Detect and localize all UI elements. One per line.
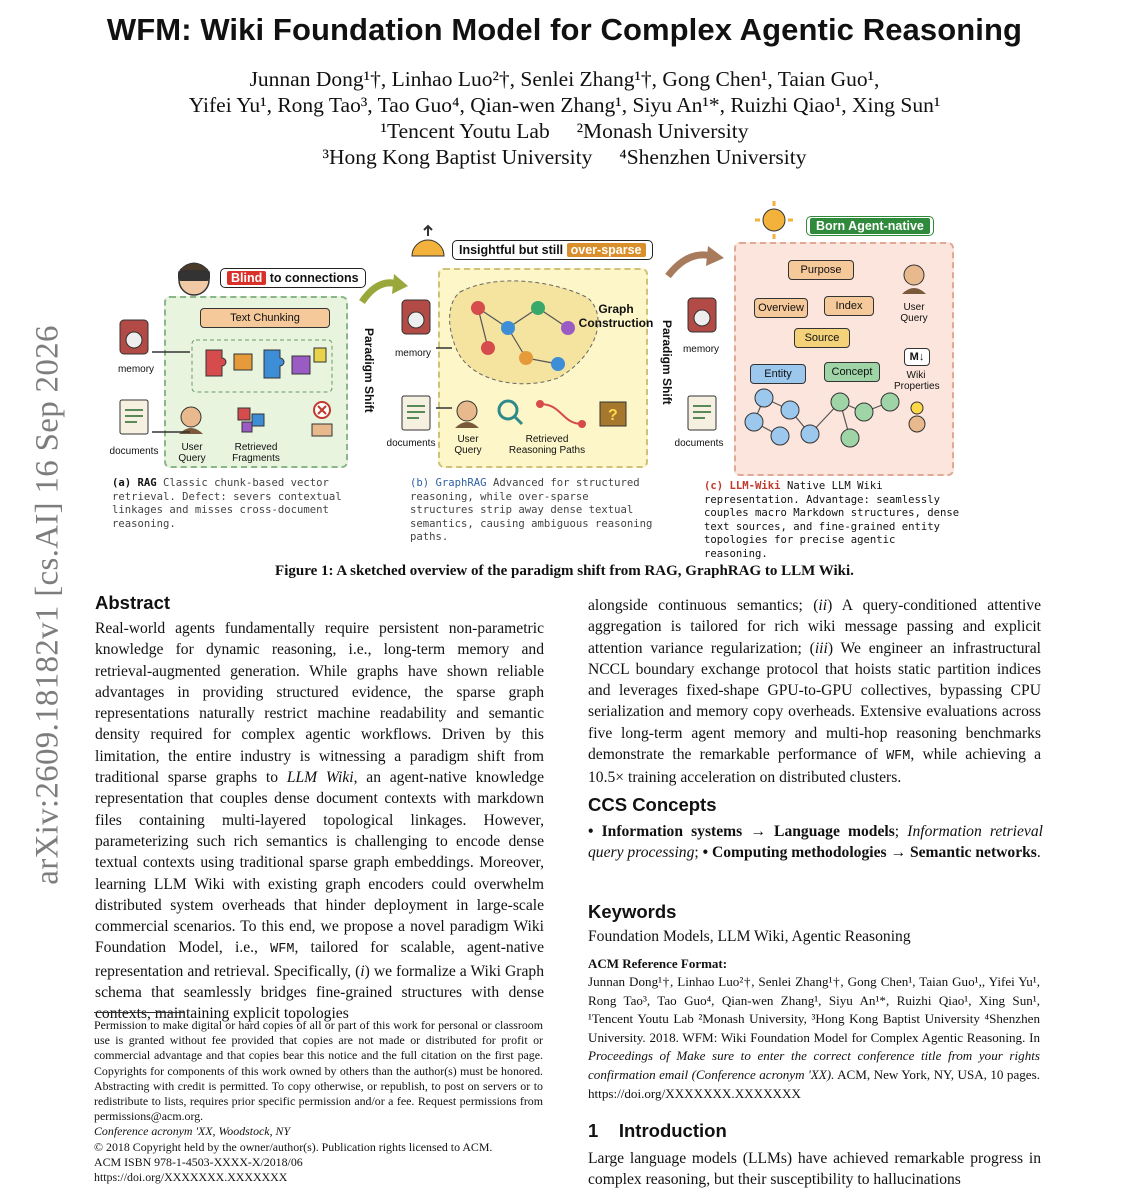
fragments-icon (234, 402, 270, 436)
paradigm-shift-label-2: Paradigm Shift (660, 320, 674, 405)
footnote-doi-link[interactable]: https://doi.org/XXXXXXX.XXXXXXX (94, 1170, 288, 1185)
svg-text:?: ? (608, 407, 618, 424)
acm-reference-text: Junnan Dong¹†, Linhao Luo²†, Senlei Zhang¹†, Gong Chen¹, Taian Guo¹,, Yifei Yu¹, Rong Tao³, Tao Guo⁴, Qian-wen Zhang¹, Siyu An¹*, Ruizhi Qiao¹, Xing Sun¹, ¹Tencent Youtu Lab ²Monash University, ³Hong Kong Baptist University ⁴Shenzhen University. 2018. WFM: Wiki Foundation Model for Complex Agentic Reasoning. In Proceedings of Make sure to enter the correct conference title from your rights confirmation email (Conference acronym 'XX). ACM, New York, NY, USA, 10 pages. https://doi.org/XXXXXXX.XXXXXXX (588, 974, 1040, 1101)
figure-caption: Figure 1: A sketched overview of the paradigm shift from RAG, GraphRAG to LLM Wiki. (275, 563, 854, 579)
memory-label-b: memory (394, 348, 432, 359)
memory-label-c: memory (682, 344, 720, 355)
memory-icon (398, 298, 434, 338)
wiki-properties-label: Wiki Properties (894, 370, 940, 392)
index-box: Index (824, 296, 874, 316)
memory-icon (684, 296, 720, 336)
caption-llm-wiki: (c) LLM-Wiki Native LLM Wiki representation. Advantage: seamlessly couples macro Markdown structures, dense text sources, and fine-grained entity topologies for precise agentic reasoning. (704, 480, 960, 560)
error-hand-icon (304, 400, 340, 440)
purpose-box: Purpose (788, 260, 854, 280)
keywords-text: Foundation Models, LLM Wiki, Agentic Reasoning (588, 928, 911, 945)
documents-label-a: documents (109, 446, 159, 457)
markdown-icon: M↓ (904, 348, 930, 366)
vr-user-icon (170, 252, 218, 300)
memory-label-a: memory (117, 364, 155, 375)
author-block (0, 66, 1129, 170)
abstract-continuation: alongside continuous semantics; (ii) A query-conditioned attentive aggregation is tailored for rich wiki message passing and explicit attention variance regularization; (iii) We engineer an infrastructural NCCL boundary exchange protocol that hoists static partition indices and leverages fixed-shape GPU-to-GPU collectives, bypassing CPU serialization and memory copy overheads. Extensive evaluations across five long-term agent memory and multi-hop reasoning benchmarks demonstrate the remarkable performance of WFM, while achieving a 10.5× training acceleration on distributed clusters. (588, 597, 1041, 787)
caption-graphrag: (b) GraphRAG Advanced for structured reasoning, while over-sparse structures strip away dense textual semantics, causing ambiguous reasoning paths. (410, 477, 653, 543)
documents-icon (116, 398, 152, 438)
user-icon (452, 398, 482, 428)
user-query-label-b: User Query (454, 434, 482, 456)
figure-1 (108, 198, 1028, 560)
author-line-1: Junnan Dong¹†, Linhao Luo²†, Senlei Zhang¹†, Gong Chen¹, Taian Guo¹, (249, 67, 880, 91)
user-query-label-c: User Query (900, 302, 928, 324)
entity-concept-graph (740, 382, 900, 456)
affiliation-line-2: ³Hong Kong Baptist University ⁴Shenzhen University (322, 145, 807, 169)
blind-callout: Blind to connections (220, 268, 366, 288)
text-chunking-box: Text Chunking (200, 308, 330, 328)
documents-label-c: documents (674, 438, 724, 449)
memory-icon (116, 318, 152, 358)
lightbulb-user-icon (900, 400, 934, 436)
ccs-concepts: • Information systems → Language models; Information retrieval query processing; • Computing methodologies → Semantic networks. (588, 823, 1043, 862)
retrieved-fragments-label: Retrieved Fragments (232, 442, 280, 464)
author-line-2: Yifei Yu¹, Rong Tao³, Tao Guo⁴, Qian-wen Zhang¹, Siyu An¹*, Ruizhi Qiao¹, Xing Sun¹ (188, 93, 941, 117)
over-sparse-callout: Insightful but still over-sparse (452, 240, 653, 260)
agent-native-callout: Born Agent-native (806, 216, 934, 236)
puzzle-icon (188, 336, 338, 396)
sunrise-icon (406, 224, 450, 264)
ccs-heading: CCS Concepts (588, 794, 717, 815)
introduction-text: Large language models (LLMs) have achieved remarkable progress in complex reasoning, but their susceptibility to hallucinations (588, 1150, 1041, 1189)
user-query-label-a: User Query (178, 442, 206, 464)
sun-icon (754, 200, 794, 240)
introduction-heading: 1 Introduction (588, 1120, 727, 1141)
documents-label-b: documents (386, 438, 436, 449)
reasoning-path-icon (492, 394, 632, 434)
abstract-heading: Abstract (95, 592, 171, 613)
affiliation-line-1: ¹Tencent Youtu Lab ²Monash University (380, 119, 749, 143)
shift-arrow-2 (664, 244, 728, 284)
keywords-heading: Keywords (588, 901, 677, 922)
abstract-text: Real-world agents fundamentally require persistent non-parametric knowledge for dynamic reasoning, i.e., long-term memory and retrieval-augmented generation. While graphs have shown reliable advantages in providing structured evidence, the sparse graph representations naturally restrict machine readability and semantic density required for complex agentic workflows. Driven by this limitation, the entire industry is witnessing a paradigm shift from traditional sparse graphs to LLM Wiki, an agent-native knowledge representation that couples dense document contexts with markdown files containing multi-layered topological linkages. However, parameterizing such rich semantics is challenging to encode dense textual contexts using traditional sparse graph embeddings. Moreover, learning LLM Wiki with existing graph encoders could overwhelm distributed system overheads that hinder deployment in large-scale commercial scenarios. To this end, we propose a novel paradigm Wiki Foundation Model, i.e., WFM, tailored for scalable, agent-native representation and retrieval. Specifically, (i) we formalize a Wiki Graph schema that seamlessly bridges fine-grained structures with dense contexts, maintaining explicit topologies (95, 620, 545, 1023)
graph-construction-label: Graph Construction (578, 302, 654, 330)
user-icon (898, 262, 930, 294)
arxiv-stamp: arXiv:2609.18182v1 [cs.AI] 16 Sep 2026 (29, 325, 66, 885)
source-box: Source (794, 328, 850, 348)
overview-box: Overview (754, 298, 808, 318)
connector-arrows-b (434, 338, 454, 418)
permission-footnote: Permission to make digital or hard copies of all or part of this work for personal or classroom use is granted without fee provided that copies are not made or distributed for profit or commercial advantage and that copies bear this notice and the full citation on the first page. Copyrights for components of this work owned by others than the author(s) must be honored. Abstracting with credit is permitted. To copy otherwise, or republish, to post on servers or to redistribute to lists, requires prior specific permission and/or a fee. Request permissions from permissions@acm.org. Conference acronym 'XX, Woodstock, NY © 2018 Copyright held by the owner/author(s). Publication rights licensed to ACM. ACM ISBN 978-1-4503-XXXX-X/2018/06 https://doi.org/XXXXXXX.XXXXXXX (94, 1018, 543, 1185)
connector-arrows-a (150, 342, 194, 452)
documents-icon (398, 394, 434, 434)
caption-rag: (a) RAG Classic chunk-based vector retrieval. Defect: severs contextual linkages and misses cross-document reasoning. (112, 477, 342, 530)
paradigm-shift-label-1: Paradigm Shift (362, 328, 376, 413)
paper-title: WFM: Wiki Foundation Model for Complex Agentic Reasoning (106, 12, 1023, 47)
retrieved-reasoning-label: Retrieved Reasoning Paths (508, 434, 586, 456)
graph-construction-icon (438, 268, 648, 398)
entity-box: Entity (750, 364, 806, 384)
documents-icon (684, 394, 720, 434)
acm-reference-heading: ACM Reference Format: (588, 956, 728, 971)
footnote-rule (94, 1012, 184, 1013)
concept-box: Concept (824, 362, 880, 382)
